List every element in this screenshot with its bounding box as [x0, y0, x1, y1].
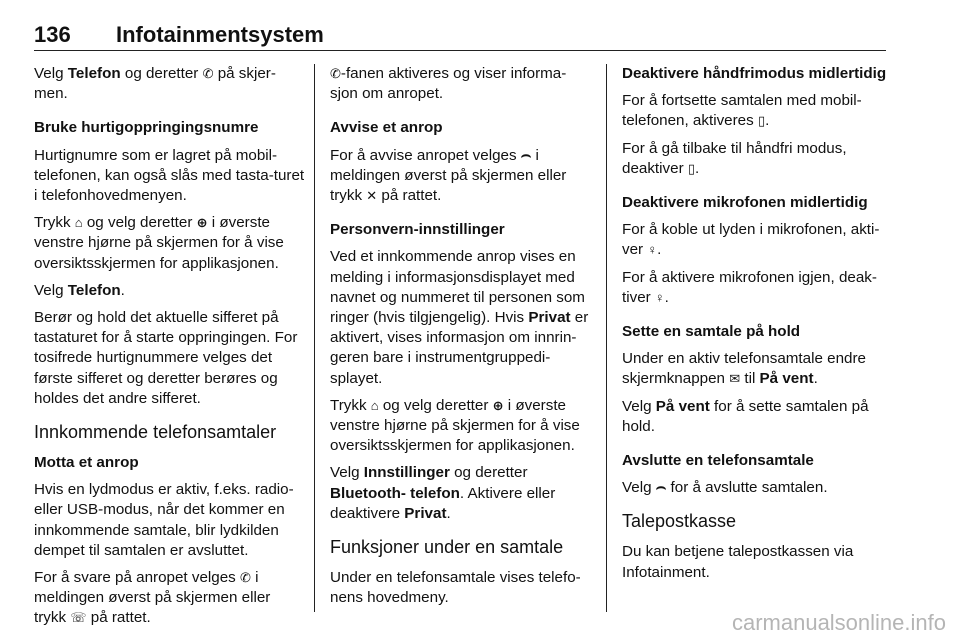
call-tab-icon: ✆ [330, 66, 341, 81]
hold-step-1: Under en aktiv telefonsamtale endre skjermknappen ✉ til På vent. [622, 350, 866, 388]
home-icon: ⌂ [74, 215, 83, 231]
mic-heading: Deaktivere mikrofonen midlertidig [622, 194, 868, 212]
hold-call-icon: ✉ [729, 371, 741, 387]
hold-step-2: Velg På vent for å sette samtalen på hold. [622, 397, 869, 435]
steering-phone-icon: ☏ [70, 610, 87, 626]
privacy-step-settings: Velg Innstillinger og deretter Bluetooth- telefon. Aktivere eller deaktivere Privat. [330, 464, 556, 522]
hang-up-icon: ⌢ [520, 146, 532, 164]
privacy-text: Ved et innkommende anrop vises en melding i informasjonsdisplayet med navnet og nummeret til personen som ringer (hvis tilgjengelig). Hvis Privat er aktivert, vises informasjon om innrin-geren bare i instrumentgruppedi-splayet. [330, 248, 589, 387]
reject-heading: Avvise et anrop [330, 119, 443, 137]
steering-hang-up-icon: ✕ [366, 188, 378, 204]
page-header [34, 22, 886, 50]
phone-icon: ✆ [202, 66, 214, 81]
answer-text: Hvis en lydmodus er aktiv, f.eks. radio- eller USB-modus, når det kommer en innkommende samtale, blir lydkilden dempet til samtalen er avsluttet. [34, 481, 294, 559]
apps-icon: ⊕ [196, 215, 208, 231]
phone-icon: ✆ [240, 570, 251, 586]
header-rule [34, 50, 886, 51]
end-call-heading: Avslutte en telefonsamtale [622, 452, 814, 470]
hold-heading: Sette en samtale på hold [622, 323, 801, 341]
end-call-text: Velg ⌢ for å avslutte samtalen. [622, 479, 828, 497]
column-divider [606, 64, 607, 612]
section-heading-incoming: Innkommende telefonsamtaler [34, 422, 277, 443]
reject-text: For å avvise anropet velges ⌢ i meldingen øverst på skjermen eller trykk ✕ på rattet. [330, 146, 567, 205]
intro-paragraph: Velg Telefon og deretter ✆ på skjer-men. [34, 65, 276, 103]
handset-icon: ▯ [757, 113, 766, 129]
speed-dial-step-hold: Berør og hold det aktuelle sifferet på tastaturet for å starte oppringingen. For tosifrede hurtignummere velges det første sifferet og deretter berøres og holdes det andre sifferet. [34, 309, 298, 407]
column-1 [34, 64, 306, 639]
page-title: Infotainmentsystem [116, 22, 324, 47]
column-divider [314, 64, 315, 612]
column-2 [330, 64, 590, 615]
call-tab-paragraph: ✆-fanen aktiveres og viser informa-sjon om anropet. [330, 65, 567, 103]
privacy-heading: Personvern-innstillinger [330, 221, 505, 239]
during-call-text: Under en telefonsamtale vises telefo-nens hovedmeny. [330, 569, 581, 607]
handsfree-off-text: For å fortsette samtalen med mobil-telefonen, aktiveres ▯. [622, 92, 862, 130]
hang-up-icon: ⌢ [655, 479, 667, 497]
speed-dial-text: Hurtignumre som er lagret på mobil-telefonen, kan også slås med tasta-turet i telefonhovedmenyen. [34, 146, 305, 205]
telefon-term: Telefon [67, 65, 121, 82]
handsfree-on-text: For å gå tilbake til håndfri modus, deaktiver ▯. [622, 139, 847, 177]
speed-dial-heading: Bruke hurtigoppringingsnumre [34, 119, 259, 137]
speed-dial-step-select: Velg Telefon. [34, 281, 125, 299]
microphone-icon: ♀ [647, 242, 658, 258]
home-icon: ⌂ [370, 397, 379, 413]
speed-dial-step-home: Trykk ⌂ og velg deretter ⊕ i øverste venstre hjørne på skjermen for å vise oversiktsskjermen for applikasjonen. [34, 214, 284, 272]
column-3 [622, 64, 890, 590]
mic-mute-text: For å koble ut lyden i mikrofonen, akti-ver ♀. [622, 221, 880, 259]
page-number: 136 [34, 22, 71, 47]
answer-heading: Motta et anrop [34, 454, 139, 472]
handset-icon: ▯ [687, 160, 696, 176]
microphone-icon: ♀ [654, 289, 665, 305]
watermark: carmanualsonline.info [731, 610, 946, 635]
apps-icon: ⊕ [492, 397, 504, 413]
mic-unmute-text: For å aktivere mikrofonen igjen, deak-tiver ♀. [622, 268, 877, 306]
section-heading-during-call: Funksjoner under en samtale [330, 537, 564, 558]
section-heading-voicemail: Talepostkasse [622, 511, 737, 532]
handsfree-heading: Deaktivere håndfrimodus midlertidig [622, 65, 887, 82]
answer-step: For å svare på anropet velges ✆ i meldingen øverst på skjermen eller trykk ☏ på rattet. [34, 569, 271, 627]
voicemail-text: Du kan betjene talepostkassen via Infotainment. [622, 543, 854, 581]
privacy-step-home: Trykk ⌂ og velg deretter ⊕ i øverste venstre hjørne på skjermen for å vise oversiktsskjermen for applikasjonen. [330, 396, 580, 455]
